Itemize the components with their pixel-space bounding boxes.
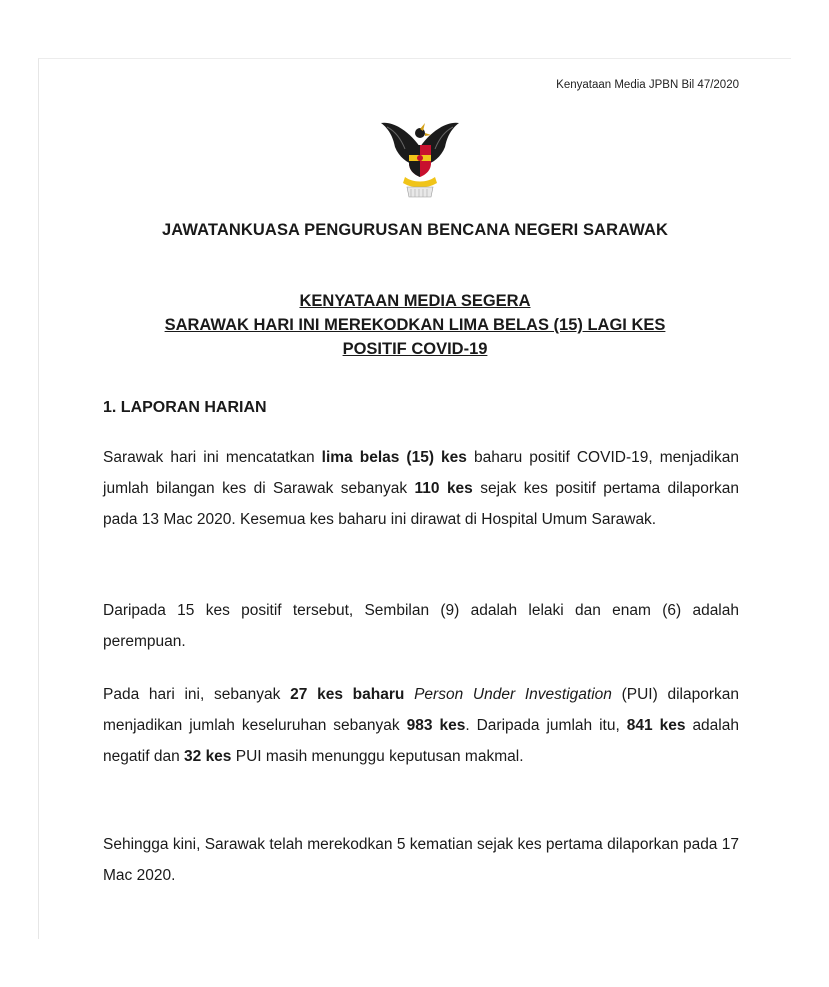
paragraph-pui [103,679,739,772]
document-page [38,58,791,939]
text: PUI masih menunggu keputusan makmal. [231,748,524,765]
pui-term: Person Under Investigation [414,686,612,703]
text: adalah negatif dan [103,717,739,765]
paragraph-new-cases [103,442,739,535]
text: (PUI) dilaporkan menjadikan jumlah keseluruhan sebanyak [103,686,740,734]
paragraph-deaths [103,829,739,891]
total-cases-count: 110 kes [414,480,473,497]
pending-count: 32 kes [184,748,232,765]
paragraph-gender-breakdown [103,595,739,657]
section-heading: 1. LAPORAN HARIAN [103,399,267,416]
text: Sehingga kini, Sarawak telah merekodkan 5 kematian sejak kes pertama dilaporkan pada 17 Mac 2020. [103,836,739,884]
media-statement-reference: Kenyataan Media JPBN Bil 47/2020 [556,79,739,91]
text: Pada hari ini, sebanyak [103,686,291,703]
headline-line-1: KENYATAAN MEDIA SEGERA [299,292,531,310]
organization-title: JAWATANKUASA PENGURUSAN BENCANA NEGERI SARAWAK [161,221,669,239]
total-pui-count: 983 kes [406,717,466,734]
headline-line-2: SARAWAK HARI INI MEREKODKAN LIMA BELAS (15) LAGI KES [164,316,666,334]
new-pui-count: 27 kes baharu [290,686,405,703]
sarawak-crest-logo [379,117,461,203]
new-cases-count: lima belas (15) kes [321,449,467,466]
text: Daripada 15 kes positif tersebut, Sembilan (9) adalah lelaki dan enam (6) adalah perempuan. [103,602,739,650]
text: . Daripada jumlah itu, [465,717,627,734]
text: sejak kes positif pertama dilaporkan pada 13 Mac 2020. Kesemua kes baharu ini dirawat di Hospital Umum Sarawak. [103,480,739,528]
text: Sarawak hari ini mencatatkan [103,449,322,466]
press-release-headline [39,289,791,361]
text [404,686,414,703]
headline-line-3: POSITIF COVID-19 [342,340,488,358]
negative-count: 841 kes [626,717,686,734]
text: baharu positif COVID-19, menjadikan jumlah bilangan kes di Sarawak sebanyak [103,449,739,497]
